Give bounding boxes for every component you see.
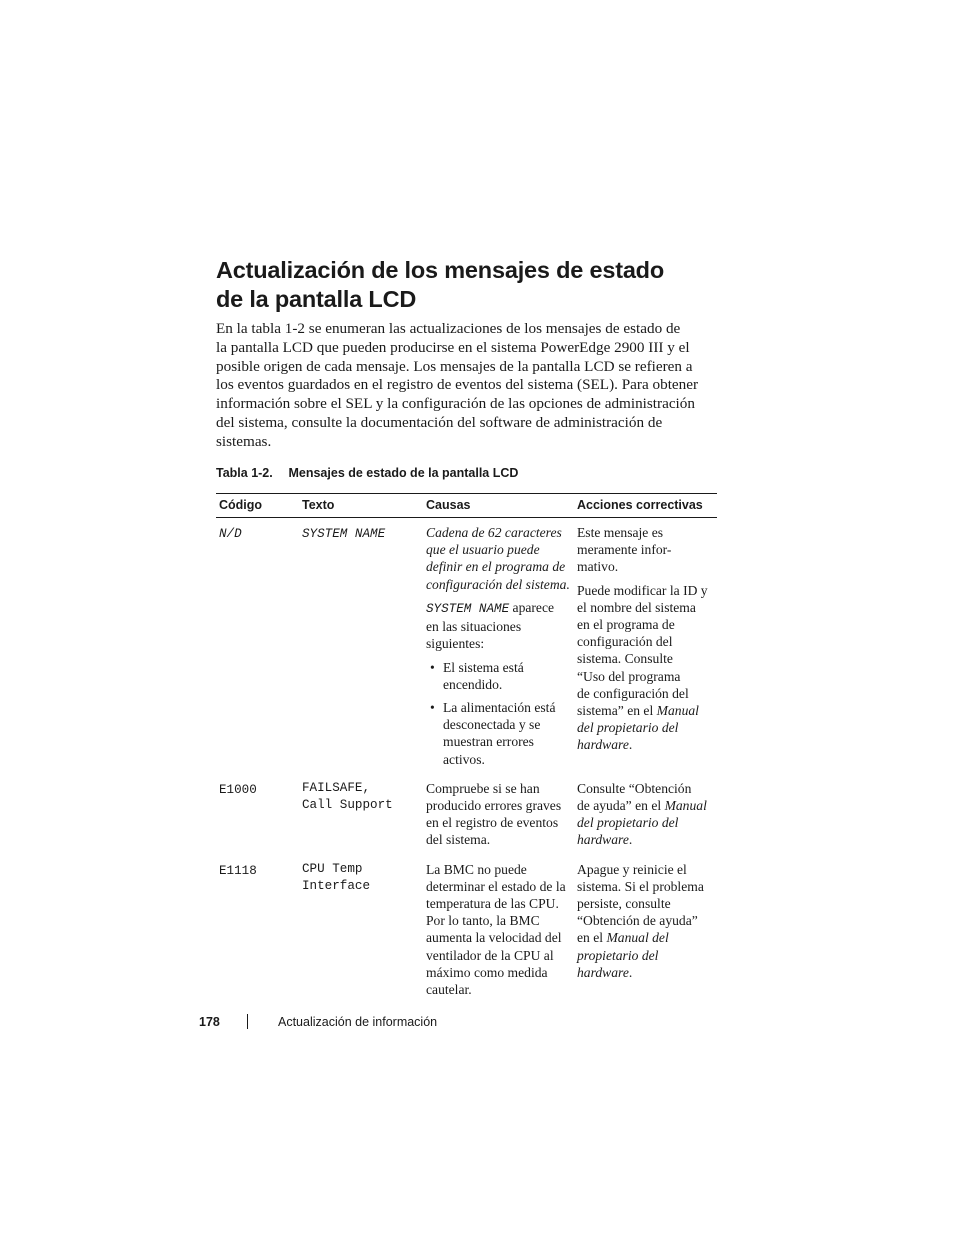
cell-causes (423, 518, 574, 776)
section-title-line: Actualización de los mensajes de estado (216, 257, 664, 283)
action-line-end: . (628, 832, 633, 848)
section-title (216, 256, 736, 314)
footer-title: Actualización de información (278, 1015, 438, 1029)
cause-paragraph (426, 524, 571, 593)
intro-line: En la tabla 1-2 se enumeran las actualizaciones de los mensajes de estado de (216, 320, 681, 337)
cause-bullet-list (426, 659, 571, 768)
cell-causes (423, 776, 574, 857)
bullet-line: desconectada y se (443, 717, 541, 733)
section-title-line: de la pantalla LCD (216, 286, 417, 312)
action-line: sistema” en el (577, 703, 657, 719)
cause-line: máximo como medida (426, 964, 548, 980)
header-actions: Acciones correctivas (574, 494, 717, 518)
action-line: “Uso del programa (577, 668, 681, 684)
manual-reference: del propietario del (577, 720, 679, 736)
action-paragraph (577, 524, 714, 576)
cause-line: temperatura de las CPU. (426, 896, 559, 912)
cause-line: cautelar. (426, 982, 472, 998)
table-row (216, 857, 717, 1007)
bullet-line: • La alimentación está (443, 700, 556, 716)
cause-line: determinar el estado de la (426, 878, 566, 894)
action-line: Consulte “Obtención (577, 780, 692, 796)
code-value: N/D (219, 527, 242, 541)
lcd-status-table (216, 493, 717, 1006)
cell-text (299, 518, 423, 776)
action-line: meramente infor- (577, 542, 672, 558)
intro-line: posible origen de cada mensaje. Los mensajes de la pantalla LCD se refieren a (216, 357, 693, 375)
cell-code (216, 776, 299, 857)
cause-line: Por lo tanto, la BMC (426, 913, 540, 929)
cause-line: aumenta la velocidad del (426, 930, 562, 946)
cause-line: aparece (509, 599, 555, 615)
table-caption-label: Tabla 1-2. (216, 466, 273, 480)
bullet-line: encendido. (443, 676, 503, 692)
manual-reference: hardware (577, 737, 629, 753)
cause-line: siguientes: (426, 636, 485, 652)
manual-reference: propietario del (577, 947, 659, 963)
cause-mono-term: SYSTEM NAME (426, 601, 510, 616)
action-line: sistema. Consulte (577, 651, 673, 667)
manual-reference: hardware (577, 964, 629, 980)
table-row (216, 518, 717, 776)
lcd-text-value: SYSTEM NAME (302, 527, 386, 541)
code-value: E1118 (219, 863, 257, 878)
intro-line: del sistema, consulte la documentación del software de administración de (216, 413, 663, 431)
action-line: Puede modificar la ID y (577, 582, 708, 598)
lcd-text-line: CPU Temp (302, 861, 363, 876)
intro-line: sistemas. (216, 432, 272, 450)
cause-line: configuración del sistema. (426, 576, 570, 592)
action-line: “Obtención de ayuda” (577, 913, 698, 929)
table-caption (216, 466, 518, 480)
bullet-line: activos. (443, 751, 485, 767)
manual-reference: Manual del (606, 930, 669, 946)
cause-line: La BMC no puede (426, 861, 527, 877)
list-item (426, 699, 571, 768)
lcd-text-line: Call Support (302, 798, 393, 813)
cell-code (216, 518, 299, 776)
action-line: Este mensaje es (577, 525, 664, 540)
cell-actions (574, 776, 717, 857)
table-header-row (216, 494, 717, 518)
cell-actions (574, 518, 717, 776)
cause-line: Compruebe si se han (426, 780, 540, 796)
cause-paragraph (426, 599, 571, 653)
manual-reference: del propietario del (577, 815, 679, 831)
action-line-end: . (628, 964, 633, 980)
cause-line: del sistema. (426, 832, 491, 848)
action-line: de ayuda” en el (577, 798, 665, 814)
cell-text (299, 776, 423, 857)
bullet-line: muestran errores (443, 734, 534, 750)
manual-reference: Manual (664, 798, 707, 814)
bullet-line: • El sistema está (443, 659, 524, 675)
header-causes: Causas (423, 494, 574, 518)
cell-text (299, 857, 423, 1007)
intro-paragraph (216, 320, 721, 452)
table-caption-title: Mensajes de estado de la pantalla LCD (288, 466, 519, 480)
intro-line: información sobre el SEL y la configuración de las opciones de administración (216, 395, 695, 413)
list-item (426, 659, 571, 693)
intro-line: la pantalla LCD que pueden producirse en el sistema PowerEdge 2900 III y el (216, 338, 690, 356)
manual-reference: hardware (577, 832, 629, 848)
cause-line: producido errores graves (426, 798, 562, 814)
cause-line: en el registro de eventos (426, 815, 559, 831)
cell-code (216, 857, 299, 1007)
action-paragraph (577, 582, 714, 754)
cause-line: ventilador de la CPU al (426, 947, 554, 963)
cause-line: definir en el programa de (426, 559, 566, 575)
cause-line: Cadena de 62 caracteres (426, 525, 562, 540)
cause-line: en las situaciones (426, 619, 522, 635)
action-line: de configuración del (577, 685, 689, 701)
action-line-end: . (628, 737, 633, 753)
header-code: Código (216, 494, 299, 518)
footer-separator (247, 1014, 248, 1029)
action-line: Apague y reinicie el (577, 861, 687, 877)
cell-causes (423, 857, 574, 1007)
lcd-text-line: FAILSAFE, (302, 780, 371, 795)
intro-line: los eventos guardados en el registro de eventos del sistema (SEL). Para obtener (216, 376, 699, 394)
action-line: mativo. (577, 559, 619, 575)
lcd-text-line: Interface (302, 879, 371, 894)
code-value: E1000 (219, 782, 257, 797)
action-line: en el programa de (577, 617, 675, 633)
manual-reference: Manual (656, 703, 699, 719)
action-line: sistema. Si el problema (577, 878, 704, 894)
action-line: en el (577, 930, 607, 946)
action-line: persiste, consulte (577, 896, 671, 912)
action-line: configuración del (577, 634, 673, 650)
action-line: el nombre del sistema (577, 599, 696, 615)
cause-line: que el usuario puede (426, 542, 540, 558)
header-text: Texto (299, 494, 423, 518)
cell-actions (574, 857, 717, 1007)
page-number: 178 (199, 1015, 220, 1029)
table-row (216, 776, 717, 857)
